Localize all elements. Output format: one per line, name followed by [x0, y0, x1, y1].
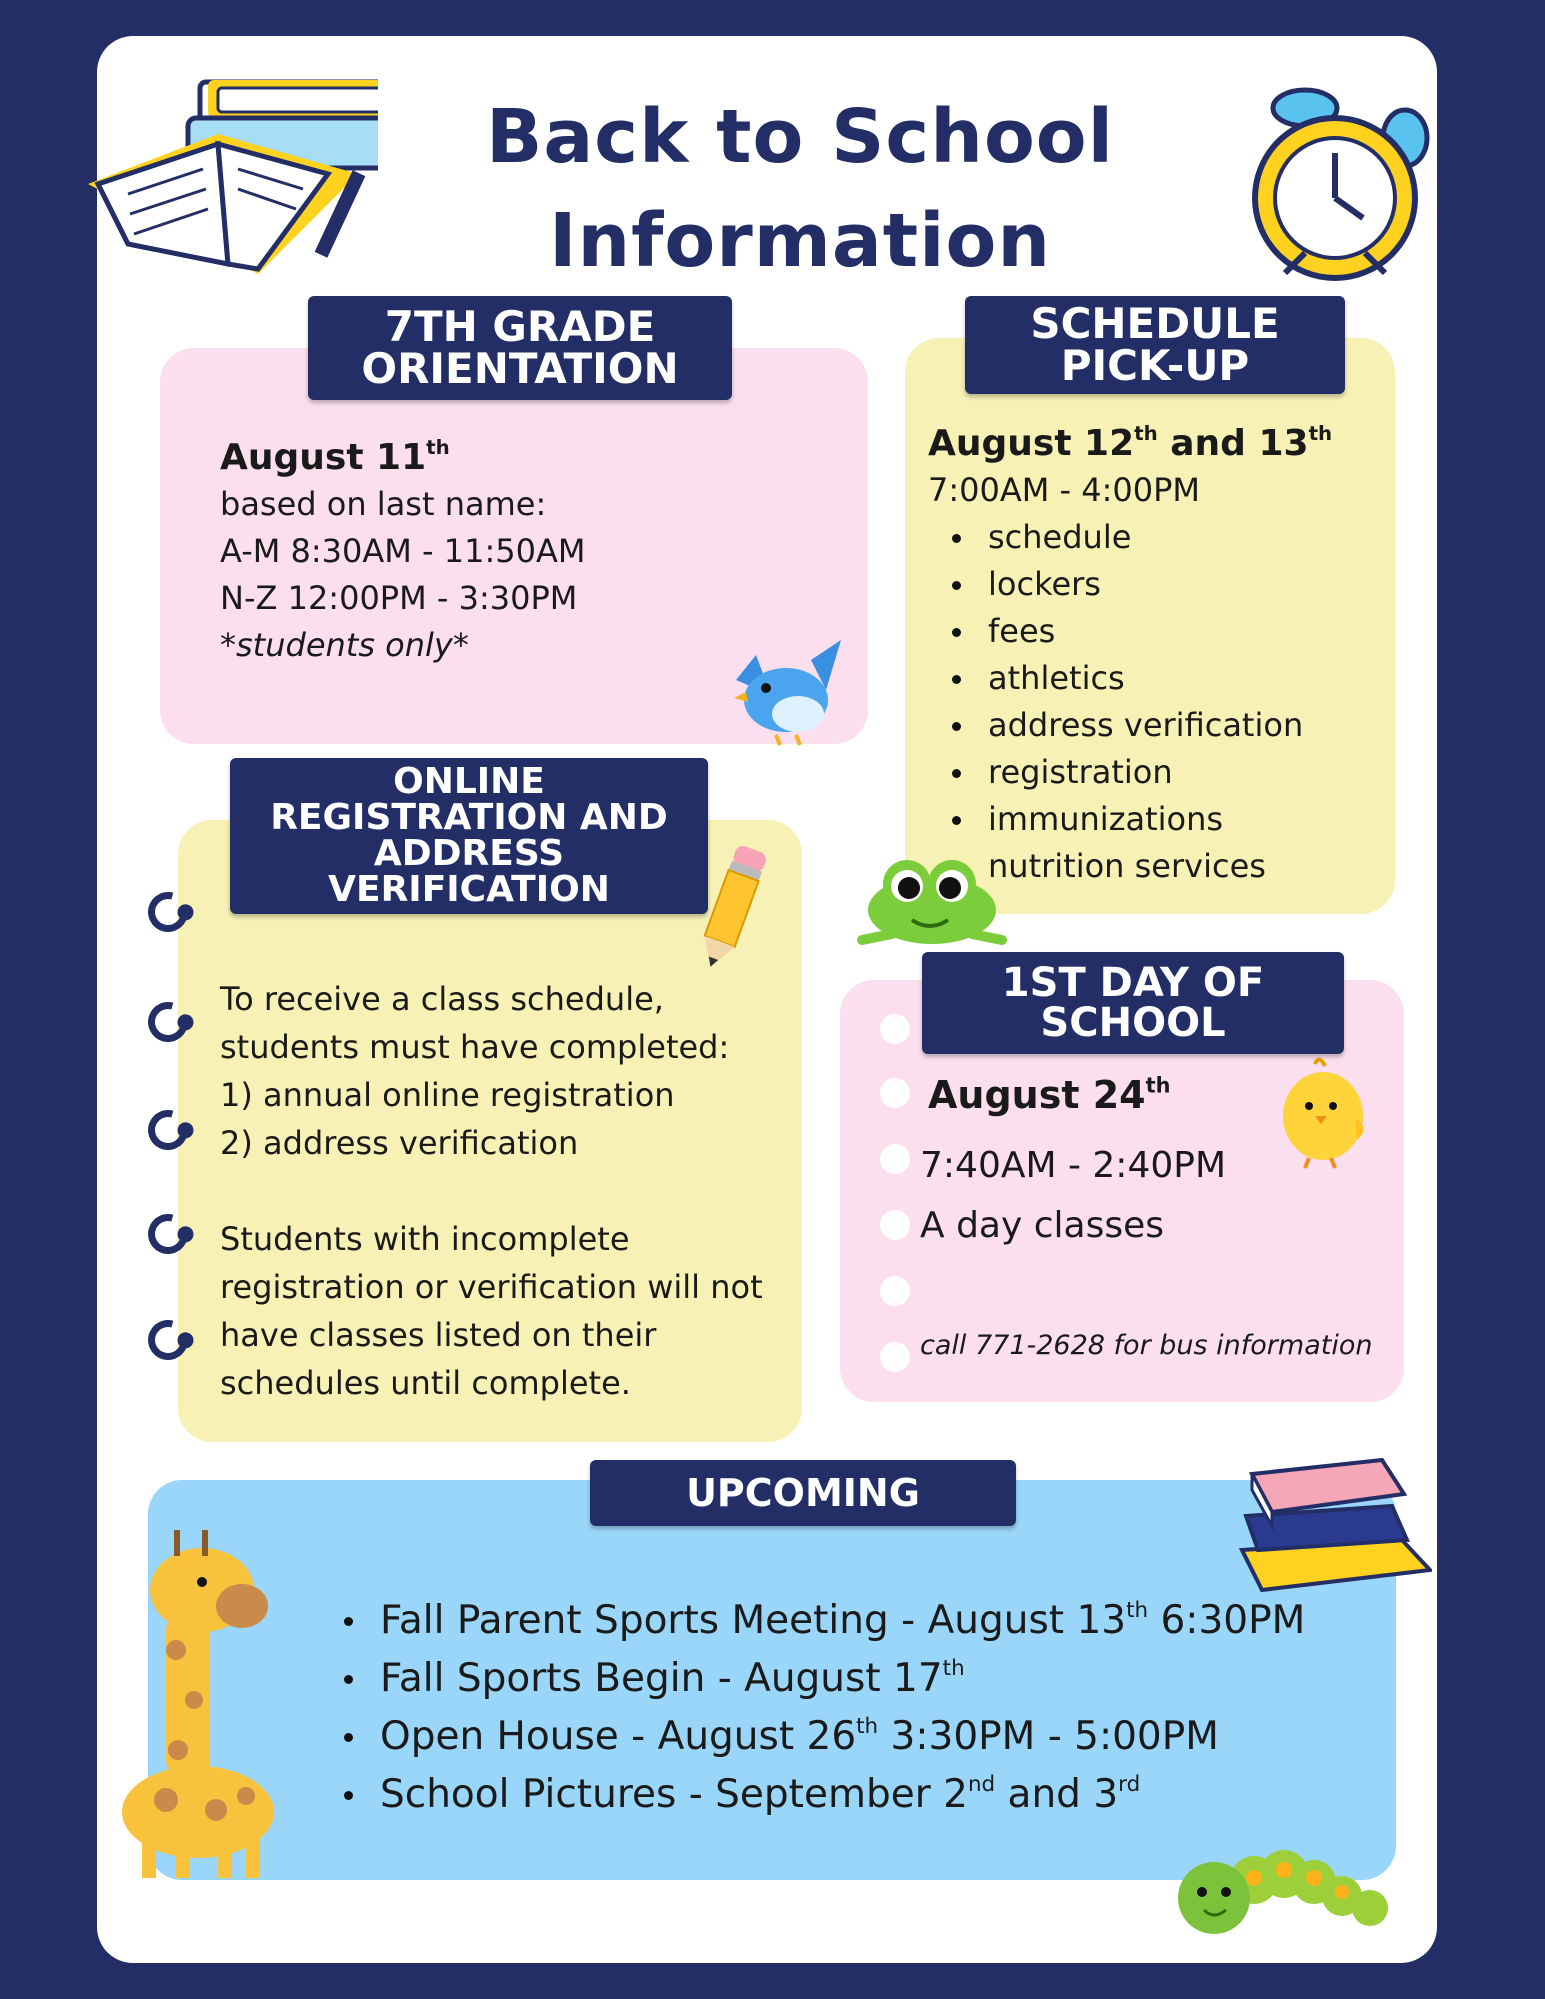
list-item: School Pictures - September 2nd and 3rd	[320, 1766, 1305, 1824]
online-registration-header-line4: VERIFICATION	[328, 869, 610, 910]
online-registration-line: 2) address verification	[220, 1124, 579, 1162]
online-registration-header	[230, 758, 708, 914]
online-registration-line: 1) annual online registration	[220, 1076, 675, 1114]
orientation-note: *students only*	[220, 626, 469, 664]
list-item: schedule	[928, 514, 1332, 561]
binder-ring	[148, 1214, 188, 1254]
alarm-clock-icon	[1245, 68, 1445, 288]
open-book-icon	[68, 74, 378, 284]
list-item: Open House - August 26th 3:30PM - 5:00PM	[320, 1708, 1305, 1766]
notebook-hole	[880, 1144, 910, 1174]
notebook-hole	[880, 1014, 910, 1044]
list-item: lockers	[928, 561, 1332, 608]
notebook-hole	[880, 1078, 910, 1108]
notebook-hole	[880, 1276, 910, 1306]
orientation-line: A-M 8:30AM - 11:50AM	[220, 532, 586, 570]
list-item: registration	[928, 749, 1332, 796]
first-day-classes: A day classes	[920, 1205, 1165, 1246]
schedule-pickup-header	[965, 296, 1345, 394]
flyer-title-line2: Information	[548, 198, 1052, 284]
online-registration-header-line2: REGISTRATION AND	[270, 797, 668, 838]
schedule-pickup-time: 7:00AM - 4:00PM	[928, 471, 1201, 509]
online-registration-header-line3: ADDRESS	[373, 833, 565, 874]
online-registration-line: students must have completed:	[220, 1028, 730, 1066]
chick-icon	[1275, 1054, 1375, 1172]
first-day-header	[922, 952, 1344, 1054]
list-item: fees	[928, 608, 1332, 655]
schedule-pickup-date: August 12th and 13th	[928, 422, 1333, 464]
orientation-header-line2: ORIENTATION	[361, 344, 679, 393]
orientation-date: August 11th	[220, 436, 450, 478]
frog-icon	[852, 848, 1012, 948]
flyer-title-line1: Back to School	[485, 94, 1115, 180]
orientation-body	[220, 434, 585, 669]
online-registration-body	[220, 975, 763, 1407]
online-registration-line: registration or verification will not	[220, 1268, 763, 1306]
giraffe-icon	[106, 1520, 306, 1880]
online-registration-header-line1: ONLINE	[393, 761, 545, 802]
notebook-hole	[880, 1342, 910, 1372]
list-item: Fall Sports Begin - August 17th	[320, 1650, 1305, 1708]
online-registration-line: have classes listed on their	[220, 1316, 657, 1354]
list-item: nutrition services	[928, 843, 1332, 890]
schedule-pickup-body	[928, 420, 1332, 890]
online-registration-line: To receive a class schedule,	[220, 980, 664, 1018]
binder-ring	[148, 1320, 188, 1360]
first-day-bus-info: call 771-2628 for bus information	[920, 1330, 1373, 1361]
upcoming-body	[320, 1592, 1305, 1824]
schedule-pickup-list	[928, 514, 1332, 890]
orientation-header	[308, 296, 732, 400]
first-day-time: 7:40AM - 2:40PM	[920, 1145, 1227, 1186]
binder-ring	[148, 892, 188, 932]
schedule-pickup-header-line2: PICK-UP	[1060, 341, 1250, 390]
upcoming-list	[320, 1592, 1305, 1824]
list-item: immunizations	[928, 796, 1332, 843]
orientation-line: based on last name:	[220, 485, 547, 523]
bluebird-icon	[716, 640, 846, 750]
first-day-header-line2: SCHOOL	[1040, 1000, 1226, 1046]
list-item: athletics	[928, 655, 1332, 702]
orientation-line: N-Z 12:00PM - 3:30PM	[220, 579, 578, 617]
first-day-header-line1: 1ST DAY OF	[1001, 960, 1265, 1006]
binder-ring	[148, 1002, 188, 1042]
caterpillar-icon	[1170, 1830, 1400, 1940]
upcoming-header: UPCOMING	[590, 1460, 1016, 1526]
books-stack-icon	[1232, 1430, 1432, 1595]
orientation-header-line1: 7TH GRADE	[384, 302, 656, 351]
online-registration-line: schedules until complete.	[220, 1364, 631, 1402]
online-registration-line: Students with incomplete	[220, 1220, 630, 1258]
pencil-icon	[690, 845, 770, 975]
binder-ring	[148, 1110, 188, 1150]
schedule-pickup-header-line1: SCHEDULE	[1030, 299, 1280, 348]
first-day-date: August 24th	[928, 1073, 1171, 1117]
notebook-hole	[880, 1210, 910, 1240]
list-item: address verification	[928, 702, 1332, 749]
list-item: Fall Parent Sports Meeting - August 13th 6:30PM	[320, 1592, 1305, 1650]
